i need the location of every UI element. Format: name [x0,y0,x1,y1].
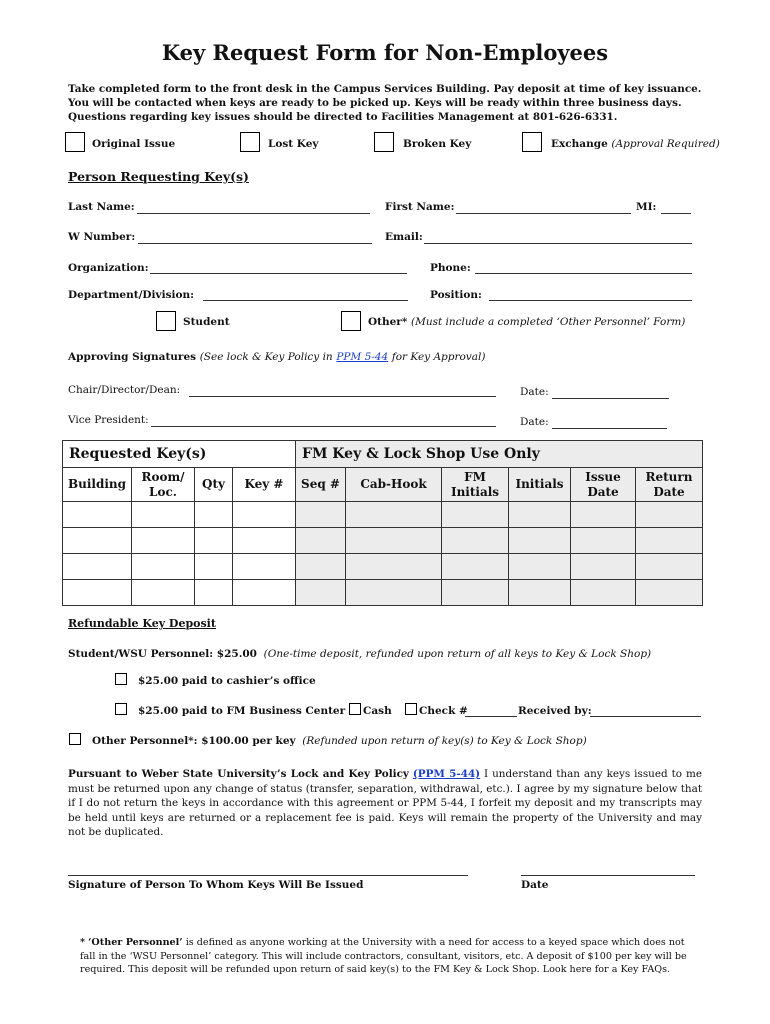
table-cell[interactable] [296,502,346,528]
other-checkbox[interactable] [341,311,361,331]
student-checkbox[interactable] [156,311,176,331]
table-row [63,502,703,528]
email-label: Email: [385,231,423,243]
footnote-body: is defined as anyone working at the University with a need for access to a keyed space which does not fall in the ‘WSU Personnel’ category. This will include contractors, consultant, visitors, etc. A deposit of $100 per key will be required. This deposit will be refunded upon return of said key(s) to the FM Key & Lock Shop. Look here for a Key FAQs. [80,937,687,975]
approving-note-post: for Key Approval) [391,351,486,363]
first-name-field[interactable] [456,213,631,214]
w-number-label: W Number: [68,231,136,243]
form-instructions: Take completed form to the front desk in the Campus Services Building. Pay deposit at time of key issuance. You will be contacted when keys are ready to be picked up. Keys will be ready within three business days. Questions regarding key issues should be directed to Facilities Management at 801-626-6331. [68,83,702,123]
signature-label: Signature of Person To Whom Keys Will Be Issued [68,879,364,891]
table-cell[interactable] [63,554,132,580]
exchange-note: (Approval Required) [611,138,720,150]
key-request-table [62,440,703,606]
fm-business-label: $25.00 paid to FM Business Center [138,705,346,717]
table-cell[interactable] [195,554,233,580]
first-name-label: First Name: [385,201,455,213]
check-checkbox[interactable] [405,703,417,715]
table-cell[interactable] [233,528,296,554]
vp-date-field[interactable] [552,428,667,429]
original-issue-label: Original Issue [92,138,176,150]
person-section-heading: Person Requesting Key(s) [68,169,249,184]
chair-date-label: Date: [520,386,549,398]
col-qty: Qty [195,468,233,502]
organization-label: Organization: [68,262,149,274]
footnote-term: ‘Other Personnel’ [88,937,183,948]
ppm-link[interactable]: PPM 5-44 [336,351,389,363]
table-cell[interactable] [233,554,296,580]
exchange-text: Exchange [551,138,608,150]
cash-checkbox[interactable] [349,703,361,715]
student-deposit-label: Student/WSU Personnel: $25.00 [68,648,257,660]
chair-date-field[interactable] [552,398,669,399]
col-initials: Initials [509,468,571,502]
phone-field[interactable] [475,273,692,274]
table-row [63,528,703,554]
vp-label: Vice President: [68,414,149,426]
table-cell[interactable] [195,528,233,554]
approving-heading: Approving Signatures [68,351,197,363]
footnote-star: * [80,937,86,948]
table-cell[interactable] [442,502,509,528]
cash-label: Cash [363,705,392,717]
original-issue-checkbox[interactable] [65,132,85,152]
table-cell[interactable] [636,528,703,554]
footnote [80,936,688,977]
last-name-field[interactable] [137,213,370,214]
check-number-field[interactable] [465,716,517,717]
fm-business-checkbox[interactable] [115,703,127,715]
other-label [368,316,685,328]
chair-label: Chair/Director/Dean: [68,384,181,396]
exchange-checkbox[interactable] [522,132,542,152]
agreement-ppm-link[interactable]: (PPM 5-44) [412,768,481,780]
form-title: Key Request Form for Non-Employees [161,40,609,65]
table-cell[interactable] [63,502,132,528]
department-label: Department/Division: [68,289,195,301]
email-field[interactable] [424,243,692,244]
col-fm-initials: FM Initials [442,468,509,502]
table-cell[interactable] [132,580,195,606]
table-cell[interactable] [233,580,296,606]
table-cell[interactable] [442,528,509,554]
table-cell[interactable] [195,502,233,528]
approving-signatures-label [68,351,485,363]
received-by-field[interactable] [590,716,701,717]
table-cell[interactable] [571,580,636,606]
student-label: Student [183,316,230,328]
table-cell[interactable] [571,528,636,554]
vp-date-label: Date: [520,416,549,428]
table-cell[interactable] [346,580,442,606]
table-cell[interactable] [346,502,442,528]
col-issue-date: Issue Date [571,468,636,502]
table-cell[interactable] [296,528,346,554]
table-cell[interactable] [571,554,636,580]
table-row [63,554,703,580]
col-cab-hook: Cab-Hook [346,468,442,502]
col-building: Building [63,468,132,502]
table-cell[interactable] [346,528,442,554]
mi-field[interactable] [661,213,691,214]
table-cell[interactable] [636,502,703,528]
table-cell[interactable] [132,554,195,580]
signature-date-label: Date [521,879,549,891]
w-number-field[interactable] [138,243,372,244]
other-note: (Must include a completed ‘Other Personnel’ Form) [411,316,686,328]
agreement-paragraph [68,767,702,840]
table-cell[interactable] [442,580,509,606]
last-name-label: Last Name: [68,201,135,213]
lost-key-label: Lost Key [268,138,319,150]
table-cell[interactable] [636,554,703,580]
phone-label: Phone: [430,262,471,274]
mi-label: MI: [636,201,657,213]
table-cell[interactable] [509,554,571,580]
table-cell[interactable] [509,502,571,528]
table-cell[interactable] [233,502,296,528]
table-cell[interactable] [509,580,571,606]
col-key-number: Key # [233,468,296,502]
deposit-heading: Refundable Key Deposit [68,617,216,630]
table-cell[interactable] [132,502,195,528]
col-return-date: Return Date [636,468,703,502]
table-cell[interactable] [63,580,132,606]
exchange-label [551,138,720,150]
table-cell[interactable] [195,580,233,606]
student-deposit-note: (One-time deposit, refunded upon return of all keys to Key & Lock Shop) [263,648,652,660]
table-cell[interactable] [296,554,346,580]
col-seq: Seq # [296,468,346,502]
position-field[interactable] [489,300,692,301]
table-cell[interactable] [571,502,636,528]
agreement-lead: Pursuant to Weber State University’s Lock and Key Policy [68,768,409,780]
fm-shop-header: FM Key & Lock Shop Use Only [296,441,703,468]
student-deposit-line [68,648,651,660]
other-personnel-checkbox[interactable] [69,733,81,745]
cashier-label: $25.00 paid to cashier’s office [138,675,316,687]
table-cell[interactable] [63,528,132,554]
table-cell[interactable] [442,554,509,580]
position-label: Position: [430,289,482,301]
table-cell[interactable] [636,580,703,606]
broken-key-label: Broken Key [403,138,472,150]
signature-field[interactable] [68,875,468,876]
other-text: Other* [368,316,408,328]
table-cell[interactable] [346,554,442,580]
organization-field[interactable] [150,273,407,274]
chair-signature-field[interactable] [189,396,496,397]
agreement-body: I understand than any keys issued to me must be returned upon any change of status (transfer, separation, withdrawal, etc.). I agree by my signature below that if I do not return the keys in accordance with this agreement or PPM 5-44, I forfeit my deposit and my transcripts may be held until keys are returned or a replacement fee is paid. Keys will remain the property of the University and may not be duplicated. [68,768,702,838]
col-room: Room/ Loc. [132,468,195,502]
approving-note-pre: (See lock & Key Policy in [199,351,333,363]
lost-key-checkbox[interactable] [240,132,260,152]
other-personnel-line [92,735,587,747]
other-personnel-note: (Refunded upon return of key(s) to Key & Lock Shop) [302,735,587,747]
check-label: Check # [419,705,468,717]
broken-key-checkbox[interactable] [374,132,394,152]
table-cell[interactable] [509,528,571,554]
signature-date-field[interactable] [521,875,695,876]
requested-keys-header: Requested Key(s) [63,441,296,468]
other-personnel-label: Other Personnel*: $100.00 per key [92,735,296,747]
table-cell[interactable] [296,580,346,606]
department-field[interactable] [203,300,408,301]
table-cell[interactable] [132,528,195,554]
table-row [63,580,703,606]
cashier-checkbox[interactable] [115,673,127,685]
received-by-label: Received by: [518,705,592,717]
vp-signature-field[interactable] [151,426,496,427]
